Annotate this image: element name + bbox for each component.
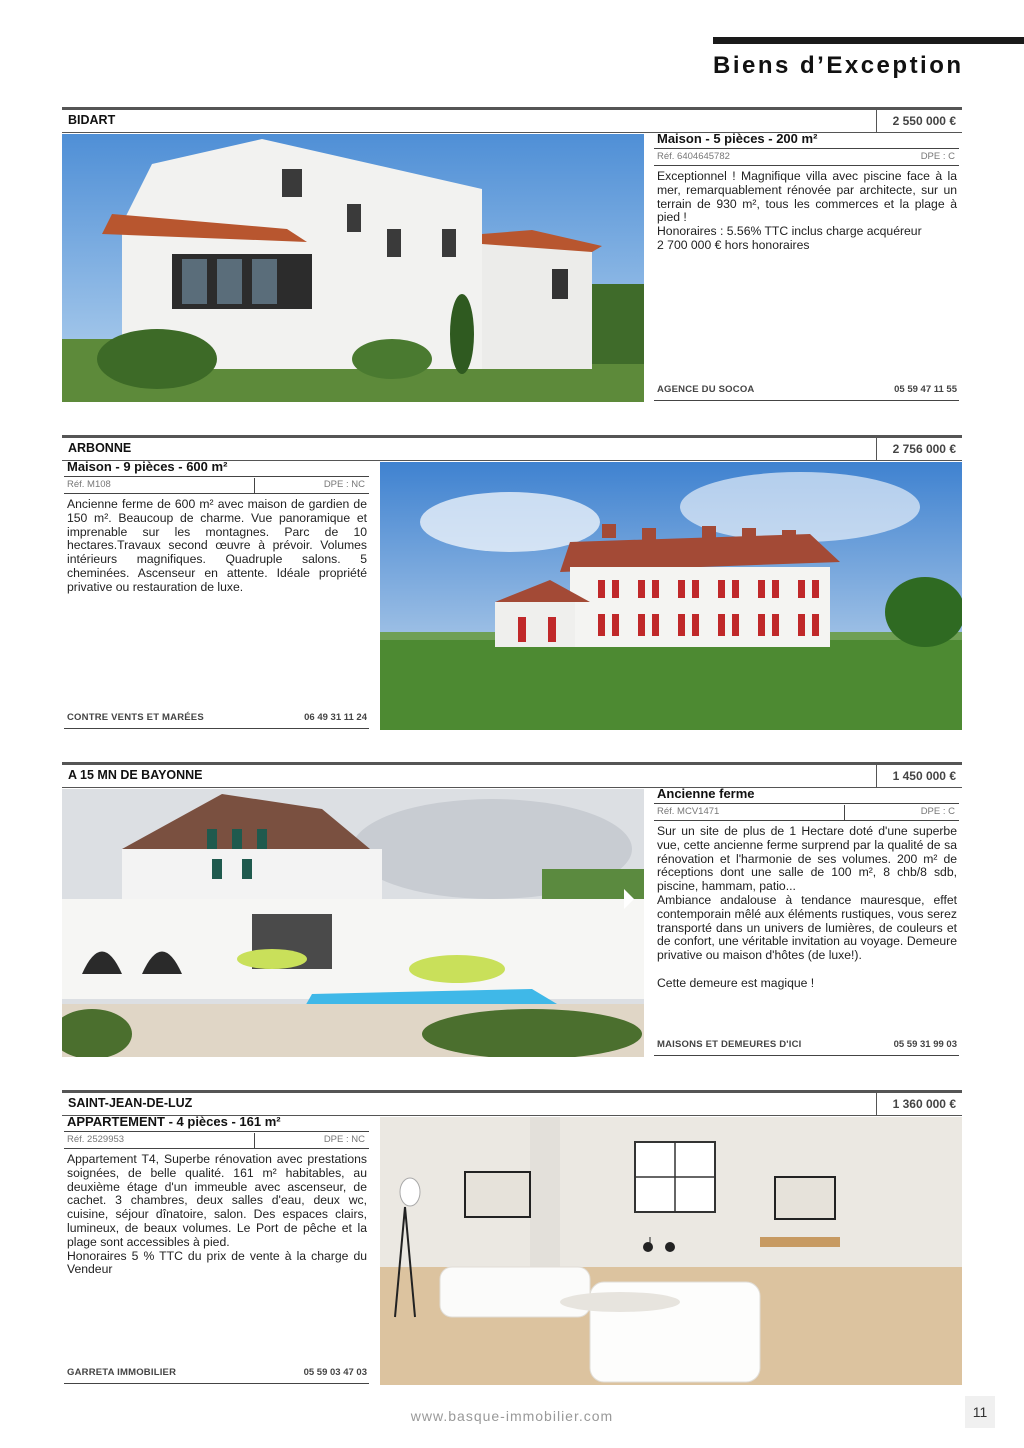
listing-ref-row	[654, 805, 959, 821]
listing-dpe: DPE : C	[920, 151, 955, 162]
listing-footer	[64, 708, 369, 729]
page-title: Biens d’Exception	[713, 52, 964, 79]
listing-location: ARBONNE	[68, 441, 132, 455]
listing-bidart	[62, 107, 962, 407]
listing-agency[interactable]: CONTRE VENTS ET MARÉES	[67, 712, 204, 723]
listing-ref: Réf. 6404645782	[657, 151, 730, 162]
listing-price: 2 756 000 €	[876, 438, 962, 460]
listing-photo[interactable]	[62, 134, 644, 402]
ref-separator	[254, 1133, 255, 1148]
listing-description: Ancienne ferme de 600 m² avec maison de gardien de 150 m². Beaucoup de charme. Vue panoramique et imprenable sur les montagnes. Parc de 10 hectares.Travaux second œuvre à prévoir. Volumes intérieurs magnifiques. Quadruple salons. 5 cheminées. Ascenseur en attente. Idéale propriété privative ou restauration de luxe.	[67, 497, 367, 594]
listing-description: Sur un site de plus de 1 Hectare doté d'une superbe vue, cette ancienne ferme surprend par la qualité de sa rénovation et l'harmonie de ses volumes. 200 m² de réceptions dont une salle de 100 m², 8 chb/8 sdb, piscine, hammam, patio... Ambiance andalouse à tendance mauresque, effet contemporain mêlé aux éléments rustiques, vous serez transporté dans un univers de lumières, de couleurs et de confort, une véritable invitation au voyage. Demeure privative ou maison d'hôtes (de luxe!). Cette demeure est magique !	[657, 824, 957, 990]
listing-saint-jean-de-luz	[62, 1090, 962, 1390]
listing-photo[interactable]	[62, 789, 644, 1057]
listing-bayonne	[62, 762, 962, 1062]
listing-photo[interactable]	[380, 462, 962, 730]
listing-info	[654, 784, 959, 1056]
listing-title: APPARTEMENT - 4 pièces - 161 m²	[64, 1112, 369, 1132]
ref-separator	[254, 478, 255, 493]
listing-phone[interactable]: 05 59 47 11 55	[894, 384, 957, 395]
listing-agency[interactable]: MAISONS ET DEMEURES D'ICI	[657, 1039, 802, 1050]
listing-phone[interactable]: 06 49 31 11 24	[304, 712, 367, 723]
header-bar	[713, 37, 1024, 44]
listing-agency[interactable]: GARRETA IMMOBILIER	[67, 1367, 177, 1378]
listing-description: Appartement T4, Superbe rénovation avec prestations soignées, de belle qualité. 161 m² habitables, au deuxième étage d'un immeuble avec ascenseur, de cachet. 3 chambres, deux salles d'eau, deux wc, cuisine, séjour dînatoire, salon. Des espaces clairs, lumineux, de beaux volumes. Le Port de pêche et la plage sont accessibles à pied. Honoraires 5 % TTC du prix de vente à la charge du Vendeur	[67, 1152, 367, 1277]
listing-title: Maison - 5 pièces - 200 m²	[654, 129, 959, 149]
listing-ref: Réf. 2529953	[67, 1134, 125, 1145]
listing-agency[interactable]: AGENCE DU SOCOA	[657, 384, 755, 395]
listing-info	[654, 129, 959, 401]
listing-price: 2 550 000 €	[876, 110, 962, 132]
listing-price: 1 450 000 €	[876, 765, 962, 787]
listing-footer	[654, 1035, 959, 1056]
listing-dpe: DPE : NC	[323, 1134, 365, 1145]
listing-location: A 15 MN DE BAYONNE	[68, 768, 203, 782]
page-number: 11	[965, 1396, 995, 1428]
listing-location: BIDART	[68, 113, 116, 127]
listing-photo[interactable]	[380, 1117, 962, 1385]
listing-location: SAINT-JEAN-DE-LUZ	[68, 1096, 193, 1110]
listing-info	[64, 1112, 369, 1384]
listing-title: Maison - 9 pièces - 600 m²	[64, 457, 369, 477]
listing-ref-row	[654, 150, 959, 166]
listing-title: Ancienne ferme	[654, 784, 959, 804]
listing-price: 1 360 000 €	[876, 1093, 962, 1115]
listing-phone[interactable]: 05 59 31 99 03	[893, 1039, 957, 1050]
listing-ref-row	[64, 478, 369, 494]
listing-phone[interactable]: 05 59 03 47 03	[303, 1367, 367, 1378]
listing-dpe: DPE : C	[920, 806, 955, 817]
listing-arbonne	[62, 435, 962, 735]
listing-ref-row	[64, 1133, 369, 1149]
ref-separator	[844, 805, 845, 820]
listing-footer	[64, 1363, 369, 1384]
listing-dpe: DPE : NC	[323, 479, 365, 490]
listing-info	[64, 457, 369, 729]
listing-ref: Réf. MCV1471	[657, 806, 720, 817]
listing-footer	[654, 380, 959, 401]
listing-ref: Réf. M108	[67, 479, 111, 490]
listing-description: Exceptionnel ! Magnifique villa avec piscine face à la mer, remarquablement rénovée par architecte, sur un terrain de 930 m², tous les commerces et la plage à pied ! Honoraires : 5.56% TTC inclus charge acquéreur 2 700 000 € hors honoraires	[657, 169, 957, 252]
footer-url[interactable]: www.basque-immobilier.com	[410, 1408, 614, 1424]
